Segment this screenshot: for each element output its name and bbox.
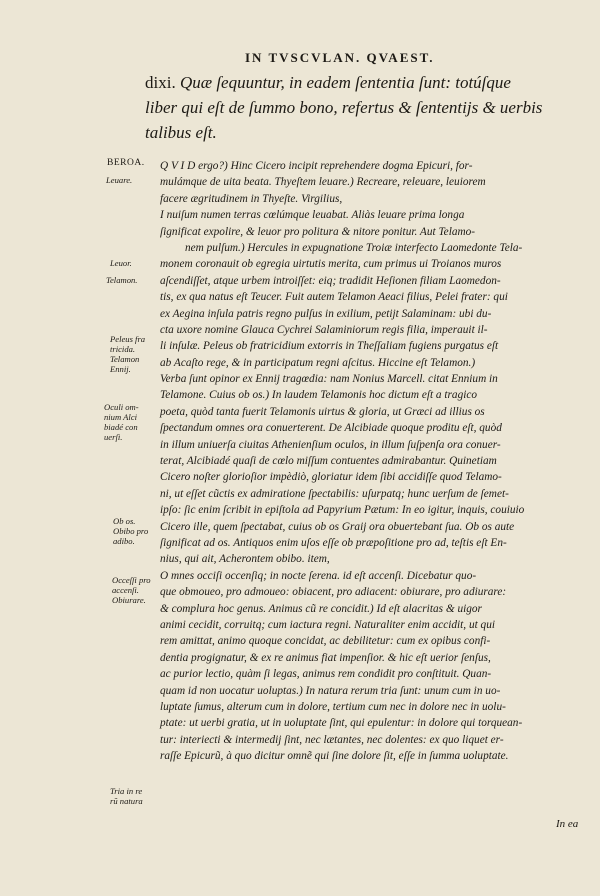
commentary-line: terat, Alcibiadé quaſi de cœlo miſſum contuentes admirabantur. Quinetiam [160,455,497,468]
commentary-line: tis, ex qua natus eſt Teucer. Fuit autem Telamon Aeaci filius, Pelei frater: qui [160,291,508,304]
commentary-line: animi cecidit, corruitq; cum iactura regni. Naturaliter enim accidit, ut qui [160,618,495,631]
running-title: IN TVSCVLAN. QVAEST. [245,50,435,65]
lemma-head-word: dixi. [145,73,176,92]
commentary-line: Q V I D ergo?) Hinc Cicero incipit reprehendere dogma Epicuri, for- [160,160,473,172]
commentary-line: cta uxore nomine Glauca Cychrei Salaminiorum regis filia, imperauit il- [160,323,488,336]
commentary-line: facere ægritudinem in Thyeſte. Virgilius, [160,192,343,205]
commentary-line: ipſo: ſic enim ſcribit in epiſtola ad Papyrium Pætum: In eo igitur, inquis, couiuio [160,504,525,517]
commentary-line: ſignificat expolire, & leuor pro politura & nitore ponitur. Aut Telamo- [160,225,476,238]
lemma-text: Quæ ſequuntur, in eadem ſententia ſunt: totúſque liber qui eſt de ſummo bono, refertus & ſententijs & uerbis talibus eſt. [145,73,543,142]
commentary-line: I nuiſum numen terras cœlúmque leuabat. Aliàs leuare prima longa [160,209,465,222]
commentary-line: nius, qui ait, Acherontem obibo. item, [160,553,330,566]
commentary-line: poeta, quòd tanta fuerit Telamonis uirtus & gloria, ut Græci ad illius os [160,405,485,418]
lemma-block [145,70,545,145]
marginal-note-telamon: Telamon. [106,275,138,285]
commentary-line: ni, ut eſſet cũctis ex admiratione ſpectabilis: uſurpatq; hunc uerſum de ſemet- [160,487,509,500]
commentary-line: & complura hoc genus. Animus cũ re concidit.) Id eſt alacritas & uigor [160,602,482,615]
commentary-line: nem pulſum.) Hercules in expugnatione Troiæ interfecto Laomedonte Tela- [185,241,523,254]
commentary-line: ſignificat ad os. Antiquos enim uſos eſſe ob præpoſitione pro ad, teſtis eſt En- [160,536,507,549]
commentary-line: ſpectandum omnes ora conuerterent. De Alcibiade quoque proditu eſt, quòd [160,422,502,435]
commentary-line: dentia progignatur, & ex re animus fiat impenſior. & hic eſt uerior ſenſus, [160,651,491,664]
marginal-note-peleus: Peleus fra tricida. Telamon Ennij. [110,334,146,374]
commentary-body [130,158,570,764]
commentary-line: tur: interiecti & intermedij ſint, nec lætantes, nec dolentes: ex quo liquet er- [160,733,504,746]
commentary-line: ab Acaſto rege, & in participatum regni aſcitus. Hiccine eſt Telamon.) [160,356,476,369]
marginal-note-leuare: Leuare. [106,175,133,185]
commentary-line: mulámque de uita beata. Thyeſtem leuare.) Recreare, releuare, leuiorem [160,176,486,189]
commentary-line: Cicero noſter glorioſior impèdiò, gloriatur idem ſibi accidiſſe quod Telamo- [160,471,502,484]
marginal-note-beroa: BEROA. [107,158,145,168]
commentary-line: Cicero ille, quem ſpectabat, cuius ob os Graij ora obuertebant ſua. Ob os aute [160,520,515,533]
marginal-note-oculi: Oculi om- nium Alci biadé con uerſi. [104,402,139,442]
commentary-line: raſſe Epicurũ, à quo dicitur omnẽ qui ſine dolore ſit, eſſe in ſumma uoluptate. [160,750,509,763]
commentary-line: rem amittat, animo quoque concidat, ac debilitetur: cum ex opibus confi- [160,635,491,648]
marginal-note-tria: Tria in re rũ natura [110,786,143,806]
commentary-line: aſcendiſſet, atque urbem introiſſet: eiq; tradidit Heſionen filiam Laomedon- [160,274,501,287]
commentary-line: li inſulæ. Peleus ob fratricidium extorris in Theſſaliam fugiens purgatus eſt [160,340,499,353]
marginal-note-ob-os: Ob os. Obibo pro adibo. [113,516,149,546]
commentary-line: quam id non uocatur uoluptas.) In natura rerum tria ſunt: unum cum in uo- [160,684,501,697]
commentary-line: O mnes occiſi occenſiq; in nocte ſerena. id eſt accenſi. Dicebatur quo- [160,569,477,582]
commentary-line: ex Aegina inſula patris regno pulſus in exilium, petijt Salaminam: ubi du- [160,307,492,320]
commentary-line: Verba ſunt opinor ex Ennij tragœdia: nam Nonius Marcell. citat Ennium in [160,373,498,386]
commentary-line: ac purior lectio, quàm ſi legas, animus rem condidit pro conſtituit. Quan- [160,668,492,681]
commentary-line: ptate: ut uerbi gratia, ut in uoluptate ſint, qui epulentur: in dolore qui torquean- [160,717,523,730]
commentary-line: monem coronauit ob egregia uirtutis merita, cum primus ui Troianos muros [160,258,502,271]
catchword: In ea [556,818,579,830]
marginal-note-occessi: Occeſſi pro accenſi. Obiurare. [112,575,151,605]
marginal-note-leuor: Leuor. [110,258,132,268]
commentary-line: Telamone. Cuius ob os.) In laudem Telamonis hoc dictum eſt a tragico [160,389,478,402]
commentary-line: que obmoueo, pro admoueo: obiacent, pro adiacent: obiurare, pro adiurare: [160,586,507,599]
commentary-line: luptate ſumus, alterum cum in dolore, tertium cum nec in dolore nec in uolu- [160,700,506,713]
commentary-line: in illum uniuerſa ciuitas Athenienſium oculos, in illum ſuſpenſa ora conuer- [160,438,501,451]
